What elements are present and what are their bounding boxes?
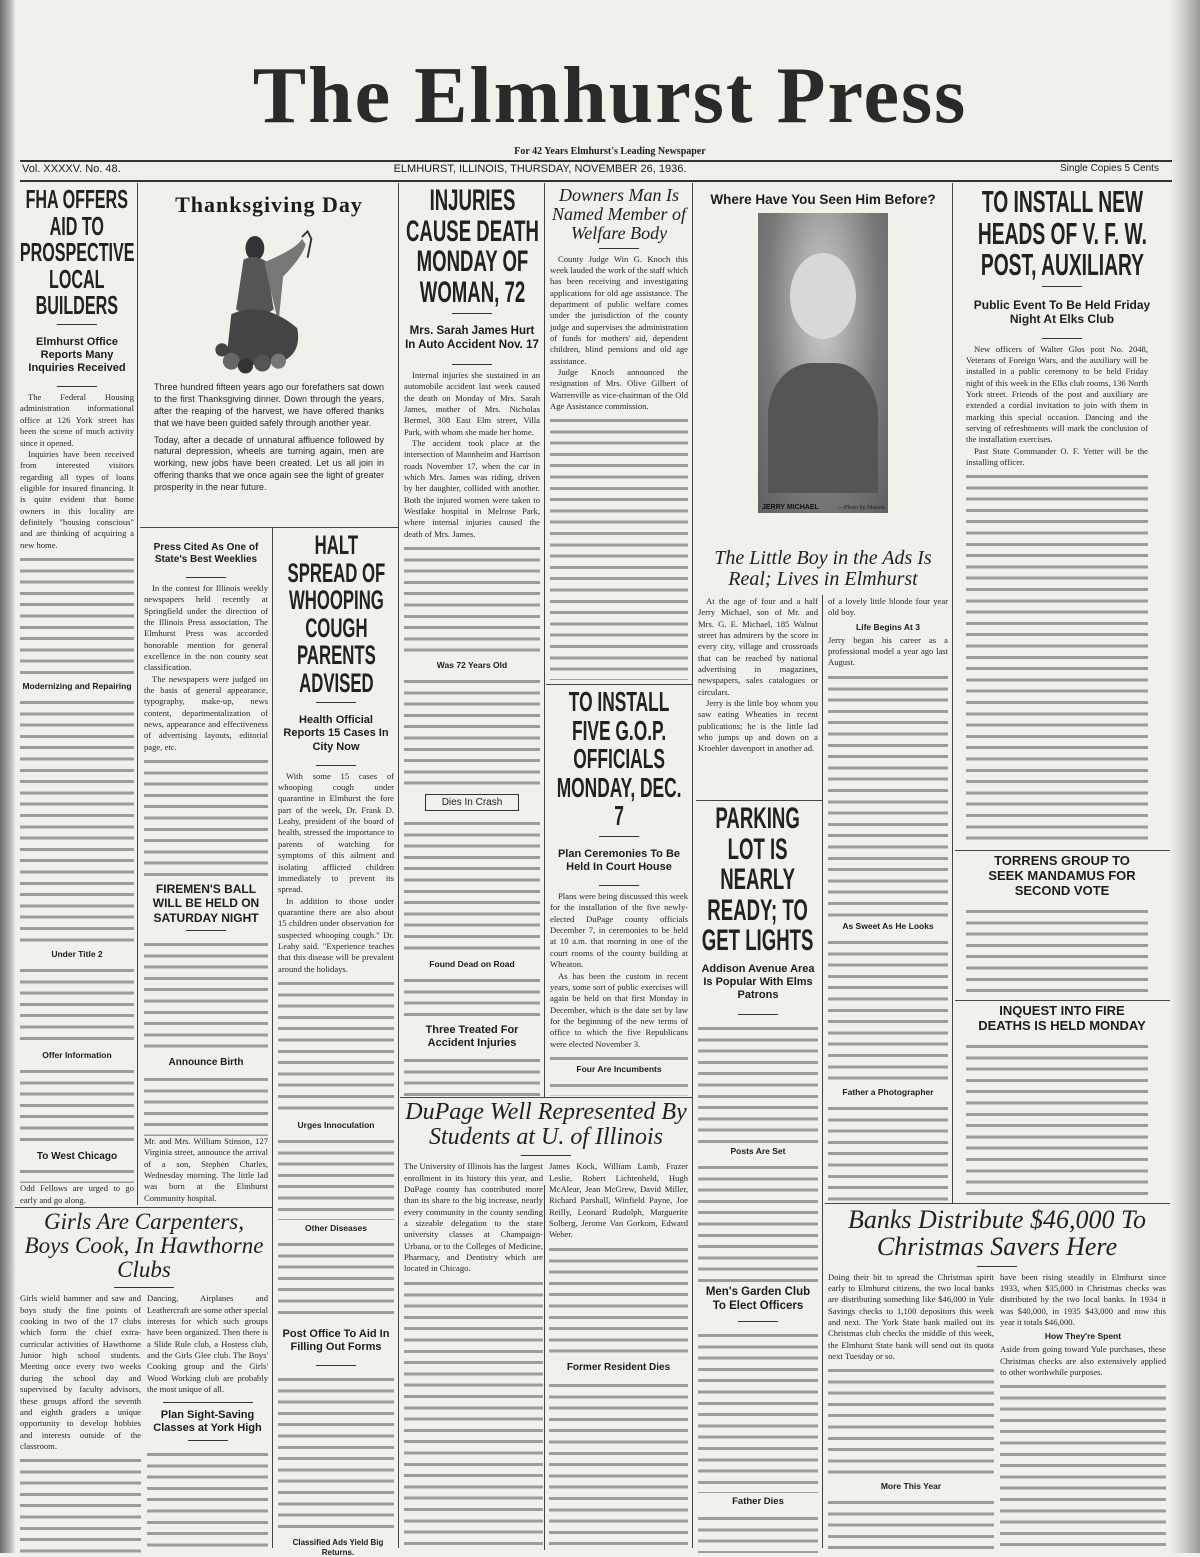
headline: Downers Man Is Named Member of Welfare Body xyxy=(552,186,686,243)
masthead-rule-lower xyxy=(20,180,1172,182)
column-rule xyxy=(272,528,273,1548)
article-fha xyxy=(16,186,138,1148)
text-body xyxy=(144,938,268,1052)
article-body: At the age of four and a half Jerry Michael, son of Mr. and Mrs. G. E. Michael, 185 Walnut street has admirers by the score in every city, village and crossroads that can be reached by national advertising in magazines, newspapers, sales catalogues or circulars. Jerry is the little boy whom you saw eating Wheaties in recent publications; he is the little lad who jumps up and down on a Kroehler davenport in another ad. xyxy=(698,596,818,754)
text-body xyxy=(20,1065,134,1148)
subhead: Found Dead on Road xyxy=(429,958,515,969)
text-body xyxy=(20,1165,134,1183)
article-body: Aside from going toward Yule purchases, these Christmas checks are also extensively applied to other worthwhile purposes. xyxy=(1000,1344,1166,1377)
deck: Plan Ceremonies To Be Held In Court House xyxy=(557,847,681,873)
column-rule xyxy=(544,183,545,1098)
article-body: Mr. and Mrs. William Stinson, 127 Virginia street, announce the arrival of a son, Stephen Charles, Wednesday morning. The little lad was born at the Elmhurst Community hospital. xyxy=(144,1135,268,1203)
article-body: Girls wield hammer and saw and boys study the fine points of cooking in two of the 17 clubs which form the chief extra-curricular activities of Hawthorne Junior high school students. Meeting once every two weeks during the school day and supervised by faculty advisors, these groups afford the seventh and eighth graders a unique opportunity to develop hobbies and interests outside of the classroom. xyxy=(20,1293,141,1451)
article-inquest-fire xyxy=(954,1002,1170,1202)
article-dupage-students xyxy=(400,1100,692,1553)
section-rule xyxy=(825,1203,1170,1204)
headline: DuPage Well Represented By Students at U. of Illinois xyxy=(405,1100,687,1151)
section-rule xyxy=(546,684,692,685)
section-rule xyxy=(15,1207,273,1208)
text-body xyxy=(550,1052,688,1061)
masthead-title: The Elmhurst Press xyxy=(252,52,968,140)
photo-feature xyxy=(694,186,952,546)
article-body: Jerry began his career as a professional model a year ago last August. xyxy=(828,634,948,668)
headline: FHA OFFERS AID TO PROSPECTIVE LOCAL BUILDERS xyxy=(20,186,135,321)
text-body xyxy=(549,1243,688,1359)
jerry-michael-photo xyxy=(758,213,888,513)
article-announce-birth xyxy=(140,1054,272,1204)
article-three-treated xyxy=(400,1022,544,1096)
headline: INQUEST INTO FIRE DEATHS IS HELD MONDAY xyxy=(978,1003,1146,1033)
masthead-tagline: For 42 Years Elmhurst's Leading Newspaper xyxy=(514,146,706,157)
subhead: Four Are Incumbents xyxy=(576,1063,662,1074)
text-body xyxy=(20,696,134,946)
article-firemens-ball xyxy=(140,882,272,1052)
text-body xyxy=(966,470,1148,848)
article-body: have been rising steadily in Elmhurst since 1933, when $35,000 in Christmas checks was distributed by the two local banks. In 1934 it was $40,000, in 1935 $43,000 and now this year it totals $46,000. xyxy=(1000,1271,1166,1327)
text-body xyxy=(147,1448,268,1553)
text-body xyxy=(698,1512,818,1553)
section-rule xyxy=(955,1000,1170,1001)
father-dies-headline: Father Dies xyxy=(732,1495,784,1507)
headline: Dies In Crash xyxy=(425,794,520,811)
subhead: Life Begins At 3 xyxy=(856,621,920,632)
deck: Elmhurst Office Reports Many Inquiries Received xyxy=(28,335,126,374)
article-body: Odd Fellows are urged to go early and go along. xyxy=(20,1183,134,1205)
photo-face xyxy=(790,253,856,339)
classified-ads-promo[interactable]: Classified Ads Yield Big Returns. xyxy=(292,1538,384,1557)
article-body: James Kock, William Lamb, Frazer Leslie, Robert Lichtenheld, Hugh McAlear, Jean McGrew, David Miller, Richard Parshall, Winfield Payne, Joe Reilly, Leonard Rudolph, Marguerite Solberg, Jerome Van Gorkom, Edward Weber. xyxy=(549,1161,688,1240)
column-rule xyxy=(822,595,823,1548)
text-body xyxy=(404,1277,543,1553)
text-body xyxy=(144,755,268,880)
text-body xyxy=(966,905,1148,998)
text-body xyxy=(144,1073,268,1136)
headline: To West Chicago xyxy=(36,1151,118,1162)
section-rule xyxy=(400,1097,692,1098)
article-gop-officials xyxy=(546,688,692,1096)
headline: PARKING LOT IS NEARLY READY; TO GET LIGHTS xyxy=(702,804,814,958)
article-dies-in-crash xyxy=(400,792,544,1020)
headline: Banks Distribute $46,000 To Christmas Savers Here xyxy=(847,1206,1147,1262)
article-whooping-cough xyxy=(274,532,398,1322)
cornucopia-illustration xyxy=(204,220,334,380)
photo-caption: JERRY MICHAEL xyxy=(762,504,819,511)
subhead: Posts Are Set xyxy=(730,1145,786,1156)
text-body xyxy=(550,414,688,680)
text-body xyxy=(828,671,948,918)
headline: TO INSTALL FIVE G.O.P. OFFICIALS MONDAY, DEC. 7 xyxy=(556,688,682,832)
little-boy-col2 xyxy=(824,596,952,1201)
article-west-chicago xyxy=(16,1150,138,1206)
headline: HALT SPREAD OF WHOOPING COUGH PARENTS ADVISED xyxy=(287,532,385,698)
section-rule xyxy=(955,850,1170,851)
subhead: How They're Spent xyxy=(1044,1331,1122,1342)
article-banks-christmas xyxy=(824,1206,1170,1553)
headline: Where Have You Seen Him Before? xyxy=(710,192,936,207)
article-vfw-install xyxy=(954,186,1170,848)
text-body xyxy=(278,977,394,1117)
deck: Mrs. Sarah James Hurt In Auto Accident Nov. 17 xyxy=(405,325,539,352)
column-rule xyxy=(398,183,399,1548)
article-torrens-group xyxy=(954,852,1170,998)
article-body: of a lovely little blonde four year old boy. xyxy=(828,596,948,618)
article-body: With some 15 cases of whooping cough under quarantine in Elmhurst the fore part of the week, Dr. Frank D. Leahy, president of the board of health, stressed the importance to parents of watching for symptoms of this ailment and isolating afflicted children immediately to prevent its spread. In addition to those under quarantine there are also about 15 children under observation for suspected whooping cough." Dr. Leahy said. "Experience teaches that this disease will be prevalent around the holidays. xyxy=(278,770,394,974)
text-body xyxy=(404,974,540,1020)
text-body xyxy=(966,1040,1148,1202)
article-body: County Judge Win G. Knoch this week lauded the work of the staff which has been receiving and investigating applications for old age assistance. The department of public welfare comes under the jurisdiction of the county judge and supervises the administration of funds for mothers' aid, dependent children, blind pensions and old age assistance. Judge Knoch announced the resignation of Mrs. Olive Gilbert of Warrenville as vice-chairman of the Old Age Assistance commission. xyxy=(550,253,689,412)
article-body: In the contest for Illinois weekly newspapers held recently at Springfield under the direction of the Illinois Press association, The Elmhurst Press was accorded honorable mention for general excellence in the non county seat classification. The newspapers were judged on the basis of general appearance, typography, make-up, news content, departmentalization of news, appearance and effectiveness of advertising layouts, editorial page, etc. xyxy=(144,583,268,752)
headline: INJURIES CAUSE DEATH MONDAY OF WOMAN, 72 xyxy=(405,186,539,309)
article-body: Doing their bit to spread the Christmas spirit early to Elmhurst citizens, the two local banks are distributing something like $46,000 in Yule Savings checks to 1,100 depositors this week and next. The York State bank mailed out its Christmas club checks the middle of this week, the Elmhurst State bank will send out its quota next Tuesday or so. xyxy=(828,1271,994,1361)
headline: Announce Birth xyxy=(168,1057,244,1068)
subhead: Modernizing and Repairing xyxy=(22,680,132,691)
text-body xyxy=(828,1496,994,1553)
text-body xyxy=(828,936,948,1084)
text-body xyxy=(20,964,134,1047)
little-boy-col1 xyxy=(694,596,822,796)
text-body xyxy=(20,553,134,678)
text-body xyxy=(278,1238,394,1322)
subhead: Other Diseases xyxy=(305,1222,367,1233)
article-parking-lot xyxy=(694,804,822,1282)
former-resident-headline: Former Resident Dies xyxy=(566,1362,671,1374)
column-rule xyxy=(952,183,953,1203)
box-title: Thanksgiving Day xyxy=(175,192,363,217)
article-body: Dancing, Airplanes and Leathercraft are some other special interests for which such groups have been organized. Then there is a Slide Rule club, a Hostess club, and the Girls Glee club. The Boys' Cooking group and the Girls' Wood Working club are probably the most unique of all. xyxy=(147,1293,268,1395)
section-rule xyxy=(140,527,398,528)
masthead-rule xyxy=(20,160,1172,162)
thanksgiving-box xyxy=(140,186,398,526)
dateline: ELMHURST, ILLINOIS, THURSDAY, NOVEMBER 26, 1936. xyxy=(393,163,687,175)
photo-body xyxy=(768,363,878,493)
headline: Press Cited As One of State's Best Weeklies xyxy=(153,542,259,565)
photo-credit: —Photo by Matson xyxy=(837,505,885,511)
text-body xyxy=(404,817,540,956)
article-body: The University of Illinois has the largest enrollment in its history this year, and DuPage county has contributed more than its share to the big increase, nearly every community in the county sending a sizeable delegation to the state university classes at Champaign-Urbana, or to the Colleges of Medicine, Pharmacy, and Dentistry which are located in Chicago. xyxy=(404,1161,543,1274)
text-body xyxy=(404,542,540,657)
page-edge-shadow-right xyxy=(1170,0,1200,1553)
subhead: Under Title 2 xyxy=(51,948,103,959)
page-edge-shadow xyxy=(0,0,16,1553)
text-body xyxy=(1000,1380,1166,1553)
headline: Men's Garden Club To Elect Officers xyxy=(705,1286,811,1312)
article-press-cited xyxy=(140,532,272,880)
article-body: The Federal Housing administration informational office at 126 York street has been the scene of much activity since it opened. Inquiries have been received from interested visitors regarding all types of loans eligible for insured financing. It is quite evident that home owners in this locality are definitely "housing conscious" and are thinking of acquiring a new home. xyxy=(20,392,134,550)
text-body xyxy=(549,1379,688,1553)
text-body xyxy=(828,1102,948,1201)
article-post-office xyxy=(274,1326,398,1534)
article-injuries-death xyxy=(400,186,544,790)
subhead: More This Year xyxy=(880,1481,942,1492)
little-boy-headline: The Little Boy in the Ads Is Real; Lives in Elmhurst xyxy=(714,547,932,590)
text-body xyxy=(278,1373,394,1534)
headline: Post Office To Aid In Filling Out Forms xyxy=(282,1328,390,1354)
box-body: Three hundred fifteen years ago our forefathers sat down to the first Thanksgiving dinner. Down through the years, after the reaping of the harvest, we have offered thanks that we have been guided safely through another year. Today, after a decade of unnatural affluence followed by natural depression, wheels are turning again, men are working, new jobs have been created. Let us all join in offering thanks that we once again see the light of greater prosperity in the near future. xyxy=(154,382,384,492)
text-body xyxy=(828,1364,994,1478)
article-body: Plans were being discussed this week for the installation of the five newly-elected DuPage county officials December 7, in ceremonies to be held at 10 a.m. that morning in one of the court rooms of the county building at Wheaton. As has been the custom in recent years, some sort of public exercises will again be held on that first Monday in December, which is the date set by law for the beginning of the new terms of office to which the five Republicans were elected November 3. xyxy=(550,891,688,1049)
deck: Health Official Reports 15 Cases In City Now xyxy=(283,714,389,753)
text-body xyxy=(404,1054,540,1096)
volume-number: Vol. XXXXV. No. 48. xyxy=(22,163,121,175)
text-body xyxy=(404,675,540,790)
text-body xyxy=(278,1135,394,1219)
article-body: New officers of Walter Glos post No. 2048, Veterans of Foreign Wars, and the auxiliary will be installed in a public ceremony to be held Friday night of this week in the Elks club rooms, 136 North York street. Friends of the post and auxiliary are extended a cordial invitation to join with them in marking this special occasion. Dancing and the serving of refreshments will mark the conclusion of the installation exercises. Past State Commander O. F. Yetter will be the installing officer. xyxy=(966,343,1148,468)
text-body xyxy=(698,1161,818,1282)
article-body: Internal injuries she sustained in an automobile accident last week caused the death on Monday of Mrs. Sarah James, mother of Mrs. Nicholas Bermel, 308 East Elm street, Villa Park, with whom she made her home. The accident took place at the intersection of Mannheim and Harrison roads November 17, when the car in which Mrs. James was riding, driven by her daughter, collided with another. Both the injured women were taken to Westlake hospital in Melrose Park, where internal injuries caused the death of Mrs. James. xyxy=(404,369,540,539)
headline: Girls Are Carpenters, Boys Cook, In Hawthorne Clubs xyxy=(24,1210,264,1283)
price: Single Copies 5 Cents xyxy=(1060,163,1159,174)
text-body xyxy=(550,1079,688,1096)
article-downers-man xyxy=(546,186,692,680)
subhead: Urges Innoculation xyxy=(297,1120,375,1131)
article-mens-garden-club xyxy=(694,1284,822,1553)
article-hawthorne-clubs xyxy=(16,1210,272,1553)
subhead: Father a Photographer xyxy=(842,1087,934,1098)
section-rule xyxy=(696,800,822,801)
headline: Three Treated For Accident Injuries xyxy=(425,1024,519,1050)
headline: TO INSTALL NEW HEADS OF V. F. W. POST, AUXILIARY xyxy=(977,186,1147,283)
subhead: As Sweet As He Looks xyxy=(842,920,934,931)
text-body xyxy=(698,1022,818,1143)
deck: Public Event To Be Held Friday Night At Elks Club xyxy=(973,297,1151,327)
subhead: Offer Information xyxy=(42,1049,112,1060)
deck: Addison Avenue Area Is Popular With Elms Patrons xyxy=(701,962,815,1002)
headline: TORRENS GROUP TO SEEK MANDAMUS FOR SECOND VOTE xyxy=(988,853,1136,898)
headline: FIREMEN'S BALL WILL BE HELD ON SATURDAY NIGHT xyxy=(152,882,260,925)
text-body xyxy=(698,1329,818,1493)
sight-saving-headline: Plan Sight-Saving Classes at York High xyxy=(153,1408,262,1434)
text-body xyxy=(20,1454,141,1553)
subhead: Was 72 Years Old xyxy=(436,660,508,671)
column-rule xyxy=(692,183,693,1548)
